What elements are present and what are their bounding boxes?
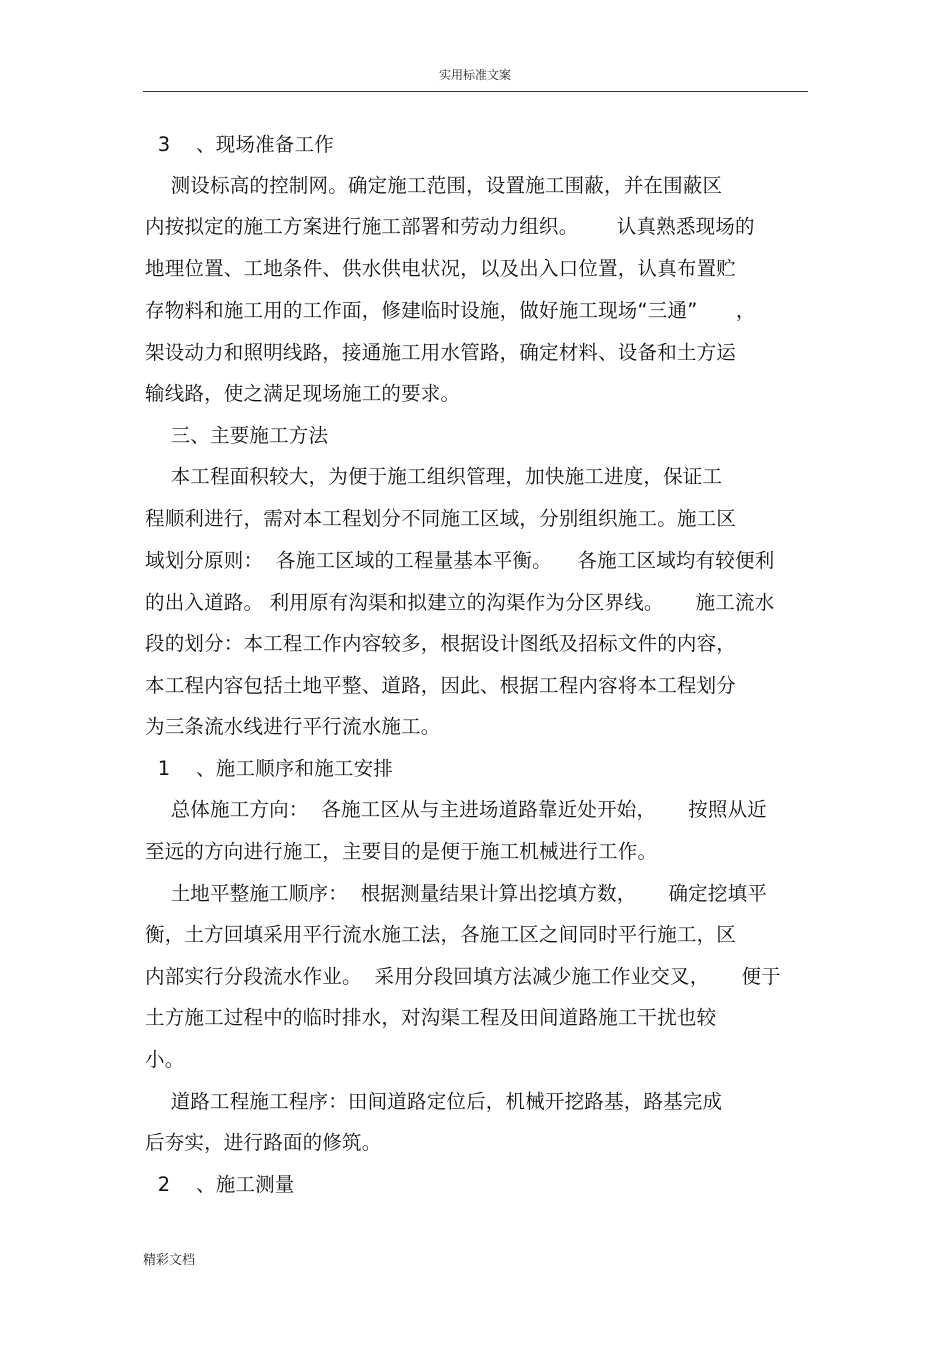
text-line: 输线路，使之满足现场施工的要求。 [145, 382, 461, 405]
page-header-title: 实用标准文案 [438, 68, 511, 82]
text-line: 衡，土方回填采用平行流水施工法，各施工区之间同时平行施工，区 [145, 923, 737, 946]
text-line: 程顺利进行，需对本工程划分不同施工区域，分别组织施工。施工区 [145, 507, 737, 530]
text-line: 存物料和施工用的工作面，修建临时设施，做好施工现场“三通” ， [145, 299, 756, 322]
text-line: 2 、施工测量 [145, 1173, 295, 1196]
text-line: 地理位置、工地条件、供水供电状况，以及出入口位置，认真布置贮 [145, 257, 737, 280]
text-line: 1 、施工顺序和施工安排 [145, 757, 393, 780]
text-line: 内部实行分段流水作业。 采用分段回填方法减少施工作业交叉， 便于 [145, 965, 781, 988]
text-line: 本工程面积较大，为便于施工组织管理，加快施工进度，保证工 [145, 465, 723, 488]
header-divider [143, 91, 808, 92]
text-line: 总体施工方向： 各施工区从与主进场道路靠近处开始， 按照从近 [145, 798, 767, 821]
text-line: 域划分原则： 各施工区域的工程量基本平衡。 各施工区域均有较便利 [145, 549, 775, 572]
text-line: 段的划分：本工程工作内容较多，根据设计图纸及招标文件的内容， [145, 632, 737, 655]
text-line: 至远的方向进行施工，主要目的是便于施工机械进行工作。 [145, 840, 658, 863]
text-line: 为三条流水线进行平行流水施工。 [145, 715, 441, 738]
text-line: 小。 [145, 1048, 185, 1071]
text-line: 架设动力和照明线路，接通施工用水管路，确定材料、设备和土方运 [145, 341, 737, 364]
text-line: 本工程内容包括土地平整、道路，因此、根据工程内容将本工程划分 [145, 674, 737, 697]
text-line: 内按拟定的施工方案进行施工部署和劳动力组织。 认真熟悉现场的 [145, 215, 755, 238]
text-line: 后夯实，进行路面的修筑。 [145, 1131, 382, 1154]
text-line: 三、主要施工方法 [145, 424, 329, 447]
text-line: 3 、现场准备工作 [145, 133, 334, 156]
text-line: 测设标高的控制网。确定施工范围，设置施工围蔽，并在围蔽区 [145, 174, 723, 197]
page-footer: 精彩文档 [143, 1253, 196, 1268]
text-line: 土方施工过程中的临时排水，对沟渠工程及田间道路施工干扰也较 [145, 1006, 717, 1029]
text-line: 的出入道路。 利用原有沟渠和拟建立的沟渠作为分区界线。 施工流水 [145, 591, 775, 614]
text-line: 道路工程施工程序：田间道路定位后，机械开挖路基，路基完成 [145, 1090, 723, 1113]
text-line: 土地平整施工顺序： 根据测量结果计算出挖填方数， 确定挖填平 [145, 882, 767, 905]
